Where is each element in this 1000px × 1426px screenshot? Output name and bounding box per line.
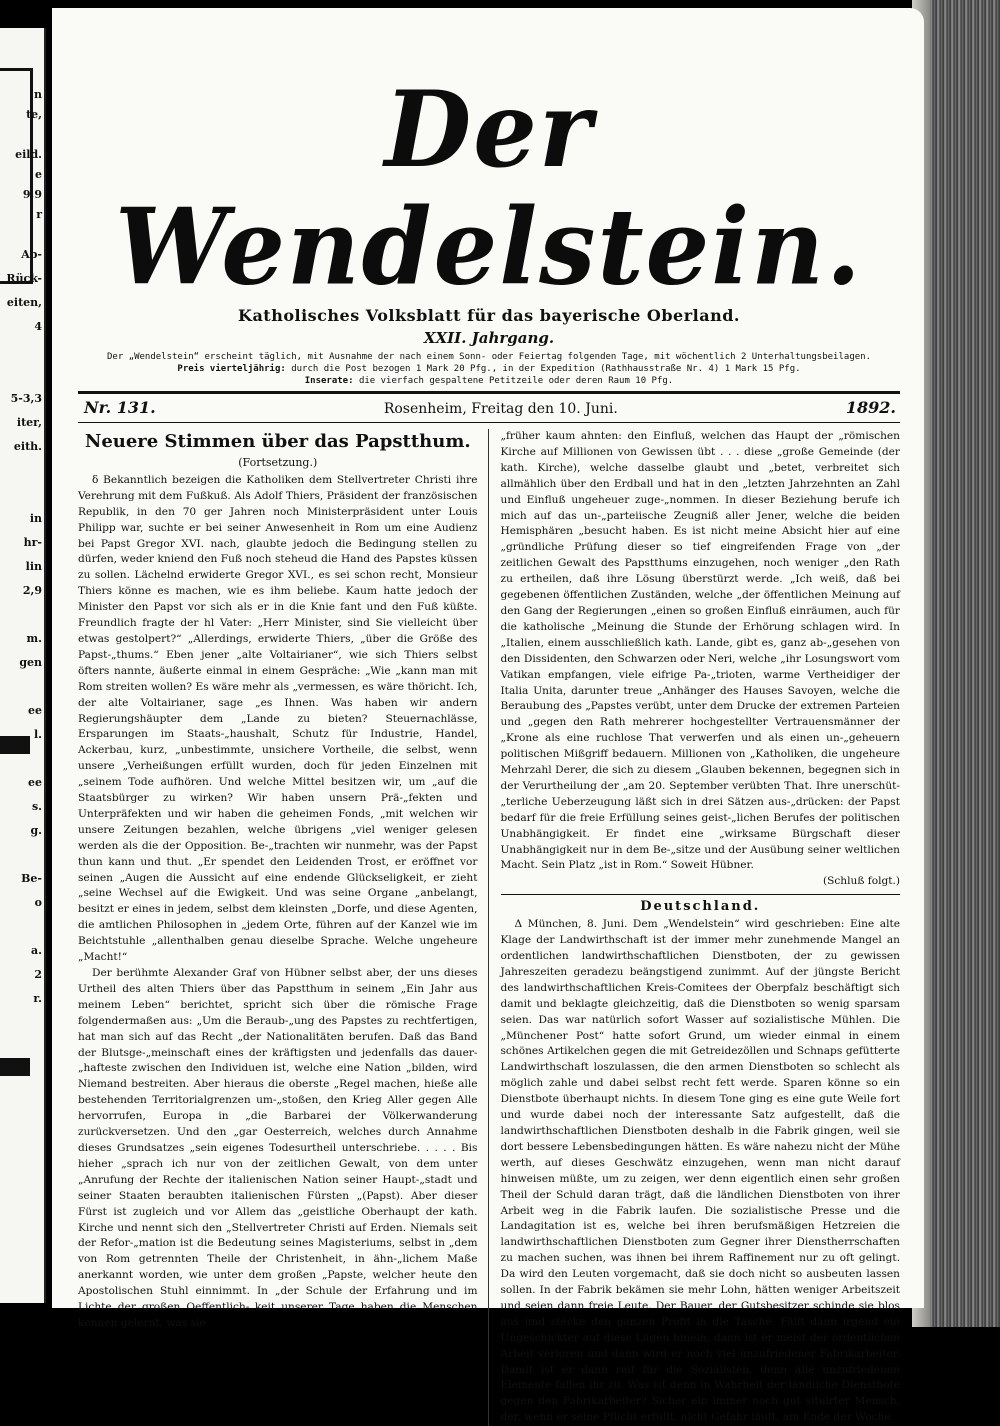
volume-page-edges: [912, 0, 1000, 1327]
masthead: [78, 67, 900, 387]
continuation-signature: (Schluß folgt.): [822, 875, 900, 888]
previous-page-fragment: Rück-: [6, 272, 42, 285]
article-title: Neuere Stimmen über das Papstthum.: [84, 431, 471, 452]
info-line-3: [78, 375, 900, 387]
info-line-2-label: Preis vierteljährig:: [177, 364, 286, 374]
newspaper-title: Der Wendelstein.: [115, 67, 863, 309]
place-date: Rosenheim, Freitag den 10. Juni.: [383, 401, 618, 417]
info-line-2: [78, 363, 900, 375]
previous-page-fragment: o: [34, 896, 42, 909]
dateline: [84, 398, 896, 420]
previous-page-fragment: m.: [26, 632, 42, 645]
info-line-3-label: Inserate:: [304, 376, 354, 386]
previous-page-fragment: 9,9: [22, 188, 42, 201]
previous-page-fragment: 2: [34, 968, 42, 981]
previous-page-fragment: s.: [31, 800, 42, 813]
article-paragraph: δ Bekanntlich bezeigen die Katholiken dem Stellvertreter Christi ihre Verehrung mit dem Fußkuß. Als Adolf Thiers, Präsident der französischen Republik, in den 70 ger Jahren noch Ministerpräsident unter Louis Philipp war, suchte er bei seiner Anwesenheit in Rom um eine Audienz bei Papst Gregor XVI. nach, glaubte jedoch die Bedingung stellen zu dürfen, weder kniend den Fuß noch steheud die Hand des Papstes küssen zu sollen. Lächelnd erwiderte Gregor XVI., es sei schon recht, Monsieur Thiers könne es machen, wie es ihm beliebe. Kaum hatte jedoch der Minister den Papst vor sich als er in die Knie fant und den Fuß küßte. Freundlich fragte der hl Vater: „Herr Minister, sind Sie vielleicht über etwas gestolpert?“ „Allerdings, erwiderte Thiers, „über die Größe des Papst-„thums.“ Eben jener „alte Voltairianer“, wie sich Thiers selbst öfters nannte, äußerte einmal in einem Gespräche: „Wie „kann man mit Rom streiten wollen? Es wäre mehr als „vermessen, es wäre thöricht. Ich, der alte Voltairianer, sage „es Ihnen. Was haben wir andern Regierungshäupter dem „Lande zu bieten? Steuernachlässe, Ersparungen im Staats-„haushalt, Schutz für Industrie, Handel, Ackerbau, kurz, „unbestimmte, unsichere Vortheile, die selbst, wenn unsere „Verheißungen erfüllt wurden, doch für jeden Einzelnen mit „seinem Tode aufhören. Und welche Mittel besitzen wir, um „auf die Staatsbürger zu wirken? Wir haben unsern Prä-„fekten und Unterpräfekten und wir haben die geheimen Fonds, „mit welchen wir unsere Zeitungen bezahlen, welche übrigens „viel weniger gelesen werden als die der Opposition. Be-„trachten wir nunmehr, was der Papst thun kann und thut. „Er spendet den Leidenden Trost, er eröffnet vor seinen „Augen die Aussicht auf eine endende Glückseligkeit, er zieht „seine Wechsel auf die Ewigkeit. Und was seine Organe „anbelangt, besitzt er eines in jedem, selbst dem kleinsten „Dorfe, und diese Agenten, die amtlichen Philosophen in „jedem Orte, führen auf der Kanzel wie im Beichtstuhle „allenthalben genau dieselbe Sprache. Welche ungeheure „Macht!“: [78, 473, 478, 964]
previous-page-fragment: eith.: [13, 440, 42, 453]
header-rule: [78, 391, 900, 394]
previous-page-fragment: hr-: [23, 536, 42, 549]
section-rule: [501, 894, 901, 895]
issue-number: Nr. 131.: [84, 398, 156, 417]
left-column: [78, 429, 489, 1426]
previous-page-fragment: eiten,: [6, 296, 42, 309]
previous-page-fragment: 2,9: [22, 584, 42, 597]
section-paragraph: Δ München, 8. Juni. Dem „Wendelstein“ wird geschrieben: Eine alte Klage der Landwirthschaft ist der immer mehr zunehmende Mangel an ordentlichen landwirthschaftlichen Dienstboten, der zu gewissen Jahreszeiten geradezu beängstigend zunimmt. Auf der jüngste Bericht des landwirthschaftlichen Kreis-Comitees der Oberpfalz beschäftigt sich damit und beklagte gleichzeitig, daß die Dienstboten so wenig sparsam seien. Das war natürlich sofort Wasser auf sozialistische Mühlen. Die „Münchener Post“ hatte sofort Grund, um wieder einmal in einem schönes Artikelchen gegen die mit Getreidezöllen und Schnaps gefütterte Landwirthschaft loszulassen, die den armen Dienstboten so schlecht als möglich zahle und dabei selbst recht fett werde. Sparen könne so ein Dienstbote überhaupt nichts. In diesem Tone ging es eine gute Weile fort und wurde dabei noch der interessante Satz aufgestellt, daß die landwirthschaftlichen Dienstboten deshalb in die Fabrik gingen, weil sie dort bessere Lebensbedingungen hätten. Es wäre nahezu nicht der Mühe werth, auf dieses Geschwätz einzugehen, wenn man nicht darauf hinweisen müßte, um zu zeigen, wer denn eigentlich einen sehr großen Theil der Schuld daran trägt, daß die ländlichen Dienstboten von ihrer Arbeit weg in die Fabrik laufen. Die sozialistische Presse und die Landagitation ist es, welche bei ihren berufsmäßigen Hetzreien die landwirthschaftlichen Dienstboten zum Gegner ihrer Dienstherrschaften zu machen suchen, was ihnen bei ihrem Raffinement nur zu oft gelingt. Da wird den Leuten vorgemacht, daß sie doch nicht so ausbeuten lassen sollen. In der Fabrik bekämen sie mehr Lohn, hätten weniger Arbeitszeit und seien dann freie Leute. Der Bauer, der Gutsbesitzer schinde sie blos aus und stecke den ganzen Profit in die Tasche. Fällt dann irgend ein Ungeschickter auf diese Lügen hinein, dann ist er meist der ordentlichen Arbeit verloren und dann wird er noch viel unzufriedener Fabrikarbeiter. Damit ist er dann reif für die Sozialisten, denn alle unzufriedenen Elemente fallen ihr zu. Was ist denn in Wahrheit der ländliche Dienstbote gegen den Fabrikarbeiter? Sicher ein immer noch gut situirter Mensch, der, wenn er seine Pflicht erfüllt, nicht Gefahr läuft, am Ende der Woche: [500, 918, 900, 1424]
article-columns: [78, 429, 900, 1426]
dateline-rule: [78, 422, 900, 423]
previous-page-black-mark: [0, 736, 30, 754]
previous-page-fragment: in: [29, 512, 42, 525]
volume-number: XXII. Jahrgang.: [423, 329, 555, 347]
previous-page-fragment: 4: [34, 320, 42, 333]
previous-page-fragment: gen: [19, 656, 42, 669]
previous-page-fragment: ee: [28, 704, 42, 717]
previous-page-fragment: ee: [28, 776, 42, 789]
previous-page-edge: [0, 28, 46, 1303]
newspaper-subtitle: Katholisches Volksblatt für das bayerische Oberland.: [238, 306, 740, 325]
previous-page-fragment: g.: [30, 824, 42, 837]
section-title: Deutschland.: [640, 899, 761, 915]
article-continuation: „früher kaum ahnten: den Einfluß, welchen das Haupt der „römischen Kirche auf Millionen von Gewissen übt . . . diese „große Gemeinde (der kath. Kirche), welche dasselbe glaubt und „betet, verbreitet sich allmählich über den Erdball und hat in den „letzten Jahrzehnten an Zahl und Einfluß ungeheuer zuge-„nommen. In dieser Beziehung berufe ich mich auf das un-„parteiische Zeugniß aller Jener, welche die beiden Hemisphären „besucht haben. Es ist nicht meine Absicht hier auf eine „gründliche Prüfung dieser so tief eingreifenden Frage von „der zeitlichen Gewalt des Papstthums einzugehen, noch weniger „den Rath zu ertheilen, daß ihre Lösung überstürzt werde. „Ich weiß, daß bei gegebenen öffentlichen Zuständen, welche „der öffentlichen Meinung auf den Gang der Regierungen „einen so großen Einfluß einräumen, auch für die katholische „Meinung die Stunde der Erhörung schlagen wird. In „Italien, einem ausschließlich kath. Lande, gibt es, ganz ab-„gesehen von den Dissidenten, den Schwarzen oder Neri, welche „ihr Losungswort vom Vatikan empfangen, viele eifrige Pa-„trioten, warme Vertheidiger der Italia Unita, darunter treue „Anhänger des Hauses Savoyen, welche die Beraubung des „Papstes verübt, unter dem Drucke der extremen Parteien und „gegen den Rath mehrerer hochgestellter Vertrauensmänner der „Krone als eine ruchlose That verwerfen und als einen un-„geheuern politischen Mißgriff bedauern. Millionen von „Katholiken, die ungeheure Mehrzahl Derer, die sich zu diesem „Glauben bekennen, begegnen sich in der Verurtheilung der „am 20. September verübten That. Ihre unerschüt-„terliche Ueberzeugung läßt sich in drei Sätzen aus-„drücken: der Papst bedarf für die freie Erfüllung seines geist-„lichen Berufes der politischen Unabhängigkeit. Er findet eine „wirksame Bürgschaft dieser Unabhängigkeit nur in dem Be-„sitze und der Ausübung seiner weltlichen Macht. Sein Platz „ist in Rom.“ Soweit Hübner.: [500, 430, 900, 872]
previous-page-fragment: 5-3,3: [10, 392, 42, 405]
issue-year: 1892.: [845, 398, 896, 417]
previous-page-fragment: a.: [31, 944, 42, 957]
previous-page-fragment: te,: [26, 108, 42, 121]
previous-page-fragment: Ab-: [21, 248, 42, 261]
right-column: [489, 429, 901, 1426]
previous-page-fragment: e: [35, 168, 42, 181]
article-paragraph: Der berühmte Alexander Graf von Hübner selbst aber, der uns dieses Urtheil des alten Thiers über das Papstthum in seinem „Ein Jahr aus meinem Leben“ berichtet, spricht sich über die römische Frage folgendermaßen aus: „Um die Beraub-„ung des Papstes zu rechtfertigen, hat man sich auf das Recht „der Nationalitäten berufen. Daß das Band der Blutsge-„meinschaft eines der kräftigsten und jedenfalls das dauer-„hafteste zwischen den Individuen ist, welche eine Nation „bilden, wird Niemand bestreiten. Aber hieraus die oberste „Regel machen, hieße alle bestehenden Territorialgrenzen um-„stoßen, den Krieg Aller gegen Alle hervorrufen, Europa in „die Barbarei der Völkerwanderung zurückversetzen. Und den „gar Oesterreich, welches durch Annahme dieses Grundsatzes „sein eigenes Todesurtheil unterschriebe. . . . . Bis hieher „sprach ich nur von der zeitlichen Gewalt, von dem unter „Anrufung der Rechte der italienischen Nation seiner Haupt-„stadt und seiner Staaten beraubten italienischen Fürsten „(Papst). Aber dieser Fürst ist zugleich und vor Allem das „geistliche Oberhaupt der kath. Kirche und nennt sich den „Stellvertreter Christi auf Erden. Niemals seit der Refor-„mation ist die Bedeutung seines Magisteriums, selbst in „dem von Rom getrennten Theile der Christenheit, in ähn-„lichem Maße anerkannt worden, wie unter dem großen „Papste, welcher heute den Apostolischen Stuhl einnimmt. In „der Schule der Erfahrung und im Lichte der großen Oeffentlich-„keit unserer Tage haben die Menschen kennen gelernt, was sie: [78, 967, 478, 1329]
previous-page-fragment: iter,: [16, 416, 42, 429]
previous-page-fragment: lin: [25, 560, 42, 573]
info-line-2-text: durch die Post bezogen 1 Mark 20 Pfg., in der Expedition (Rathhausstraße Nr. 4) 1 Mark 15 Pfg.: [291, 364, 801, 374]
previous-page-fragment: l.: [33, 728, 42, 741]
previous-page-fragment: n: [34, 88, 42, 101]
previous-page-fragment: Be-: [21, 872, 42, 885]
previous-page-fragment: eild.: [15, 148, 42, 161]
previous-page-black-mark: [0, 1058, 30, 1076]
previous-page-fragment: r.: [33, 992, 42, 1005]
info-line-1: Der „Wendelstein“ erscheint täglich, mit Ausnahme der nach einem Sonn- oder Feiertag folgenden Tage, mit wöchentlich 2 Unterhaltungsbeilagen.: [106, 352, 871, 362]
newspaper-page: [52, 8, 924, 1424]
previous-page-fragment: r: [36, 208, 42, 221]
info-line-3-text: die vierfach gespaltene Petitzeile oder deren Raum 10 Pfg.: [358, 376, 674, 386]
publication-info: [78, 351, 900, 387]
article-subtitle: (Fortsetzung.): [238, 456, 318, 469]
